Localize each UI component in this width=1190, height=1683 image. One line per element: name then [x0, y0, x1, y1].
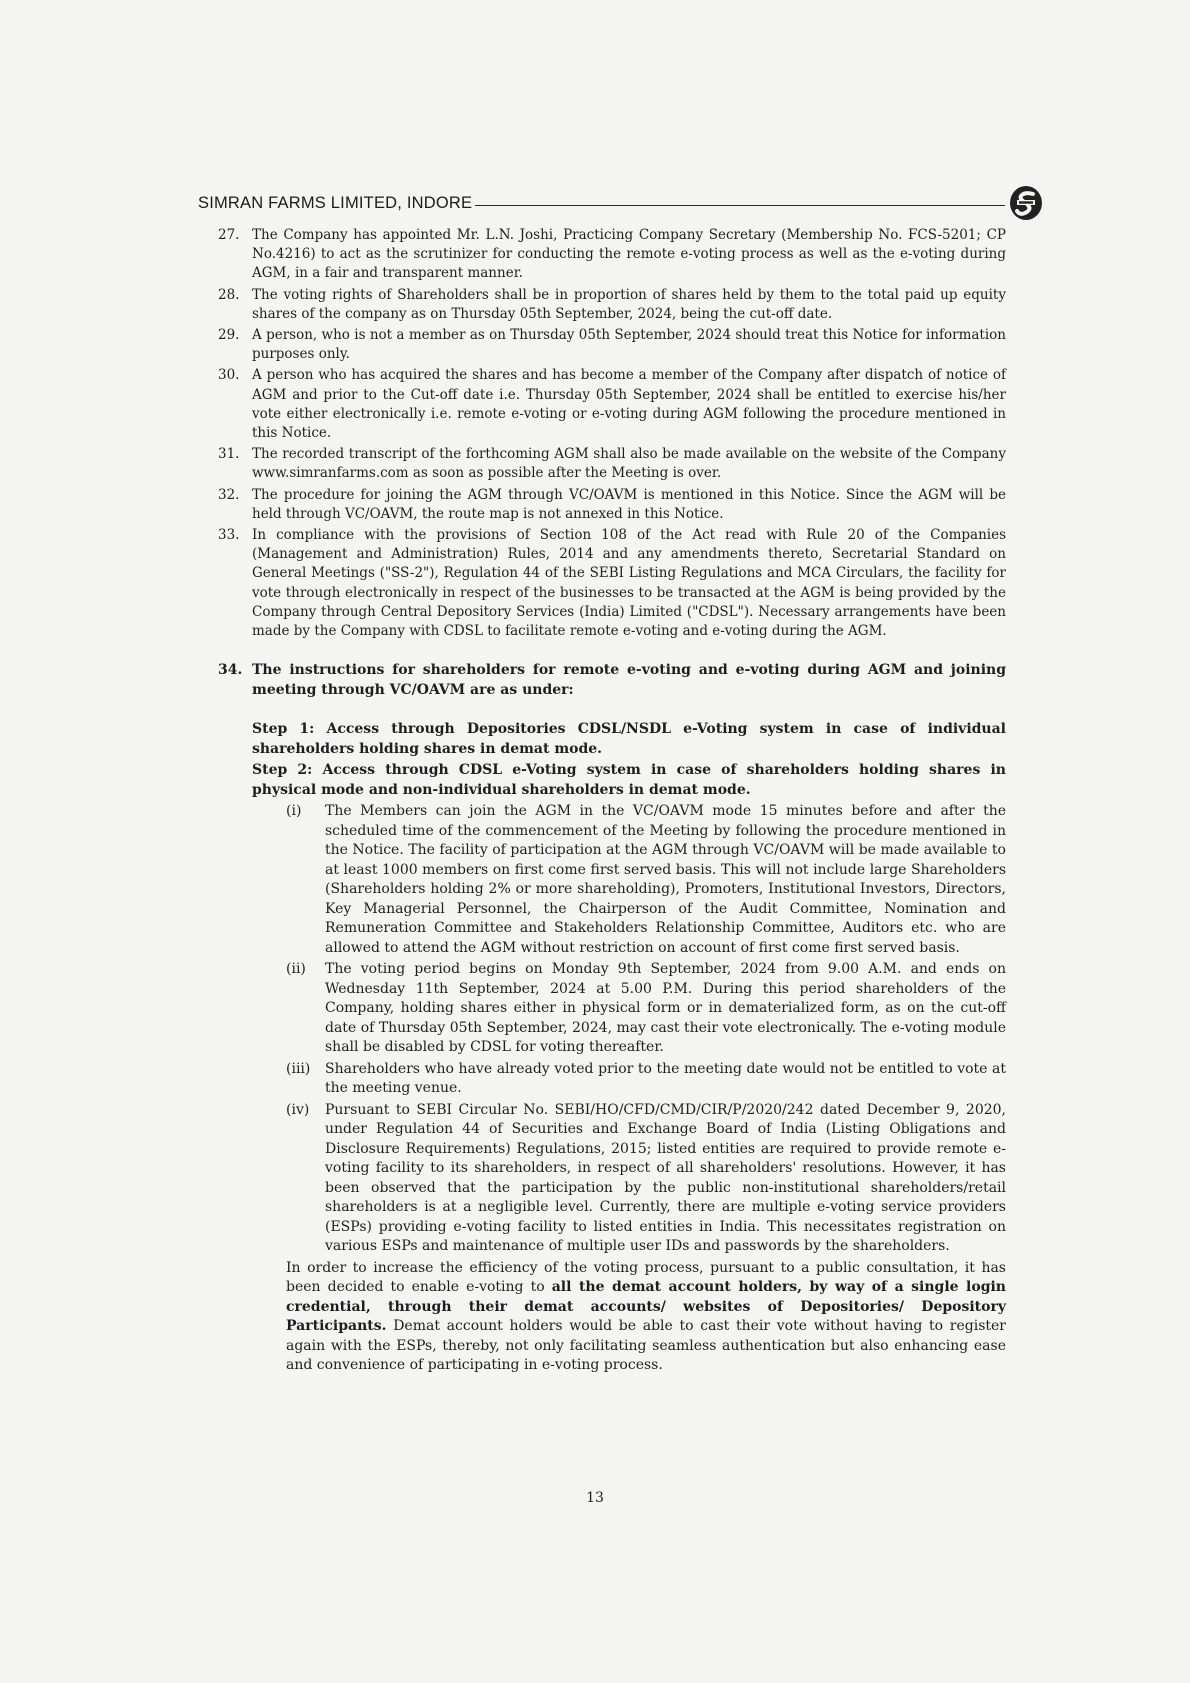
sub-list: [286, 802, 1006, 1376]
list-item: 32. The procedure for joining the AGM through VC/OAVM is mentioned in this Notice. Since the AGM will be held through VC/OAVM, the route map is not annexed in this Notice.: [218, 486, 1006, 522]
company-title: SIMRAN FARMS LIMITED, INDORE: [198, 193, 473, 212]
header-rule: [475, 205, 1005, 206]
sub-list-item: (ii) The voting period begins on Monday 9th September, 2024 from 9.00 A.M. and ends on Wednesday 11th September, 2024 at 5.00 P.M. During this period shareholders of the Company, holding shares either in physical form or in dematerialized form, as on the cut-off date of Thursday 05th September, 2024, may cast their vote electronically. The e-voting module shall be disabled by CDSL for voting thereafter.: [286, 961, 1006, 1056]
sub-list-item: (iii) Shareholders who have already voted prior to the meeting date would not be entitled to vote at the meeting venue.: [286, 1060, 1006, 1097]
steps-section: [252, 720, 1006, 1376]
company-logo-icon: [1009, 185, 1043, 221]
page-number: 13: [586, 1490, 604, 1506]
e-voting-paragraph: In order to increase the efficiency of the voting process, pursuant to a public consultation, it has been decided to enable e-voting to all the demat account holders, by way of a single login credential, through their demat accounts/ websites of Depositories/ Depository Participants. Demat account holders would be able to cast their vote without having to register again with the ESPs, thereby, not only facilitating seamless authentication but also enhancing ease and convenience of participating in e-voting process.: [286, 1259, 1006, 1374]
list-item: 29. A person, who is not a member as on Thursday 05th September, 2024 should treat this Notice for information purposes only.: [218, 327, 1006, 363]
page-header: [198, 185, 1043, 221]
notice-body: [218, 226, 1006, 1376]
step-2: Step 2: Access through CDSL e-Voting system in case of shareholders holding shares in physical mode and non-individual shareholders in demat mode.: [252, 762, 1006, 798]
list-item: 30. A person who has acquired the shares and has become a member of the Company after dispatch of notice of AGM and prior to the Cut-off date i.e. Thursday 05th September, 2024 shall be entitled to exercise his/her vote either electronically i.e. remote e-voting or e-voting during AGM following the procedure mentioned in this Notice.: [218, 367, 1006, 442]
instructions-heading: 34. The instructions for shareholders for remote e-voting and e-voting during AGM and joining meeting through VC/OAVM are as under:: [218, 662, 1006, 698]
list-item: 31. The recorded transcript of the forthcoming AGM shall also be made available on the website of the Company www.simranfarms.com as soon as possible after the Meeting is over.: [218, 446, 1006, 482]
list-item: 33. In compliance with the provisions of Section 108 of the Act read with Rule 20 of the Companies (Management and Administration) Rules, 2014 and any amendments thereto, Secretarial Standard on General Meetings ("SS-2"), Regulation 44 of the SEBI Listing Regulations and MCA Circulars, the facility for vote through electronically in respect of the businesses to be transacted at the AGM is being provided by the Company through Central Depository Services (India) Limited ("CDSL"). Necessary arrangements have been made by the Company with CDSL to facilitate remote e-voting and e-voting during the AGM.: [218, 527, 1006, 640]
sub-list-item: (i) The Members can join the AGM in the VC/OAVM mode 15 minutes before and after the scheduled time of the commencement of the Meeting by following the procedure mentioned in the Notice. The facility of participation at the AGM through VC/OAVM will be made available to at least 1000 members on first come first served basis. This will not include large Shareholders (Shareholders holding 2% or more shareholding), Promoters, Institutional Investors, Directors, Key Managerial Personnel, the Chairperson of the Audit Committee, Nomination and Remuneration Committee and Stakeholders Relationship Committee, Auditors etc. who are allowed to attend the AGM without restriction on account of first come first served basis.: [286, 803, 1006, 956]
list-item: 28. The voting rights of Shareholders shall be in proportion of shares held by them to the total paid up equity shares of the company as on Thursday 05th September, 2024, being the cut-off date.: [218, 286, 1006, 322]
step-1: Step 1: Access through Depositories CDSL/NSDL e-Voting system in case of individual shareholders holding shares in demat mode.: [252, 721, 1006, 757]
list-item: 27. The Company has appointed Mr. L.N. Joshi, Practicing Company Secretary (Membership No. FCS-5201; CP No.4216) to act as the scrutinizer for conducting the remote e-voting process as well as the e-voting during AGM, in a fair and transparent manner.: [218, 227, 1006, 282]
sub-list-item: (iv) Pursuant to SEBI Circular No. SEBI/HO/CFD/CMD/CIR/P/2020/242 dated December 9, 2020, under Regulation 44 of Securities and Exchange Board of India (Listing Obligations and Disclosure Requirements) Regulations, 2015; listed entities are required to provide remote e-voting facility to its shareholders, in respect of all shareholders' resolutions. However, it has been observed that the participation by the public non-institutional shareholders/retail shareholders is at a negligible level. Currently, there are multiple e-voting service providers (ESPs) providing e-voting facility to listed entities in India. This necessitates registration on various ESPs and maintenance of multiple user IDs and passwords by the shareholders.: [286, 1101, 1006, 1255]
